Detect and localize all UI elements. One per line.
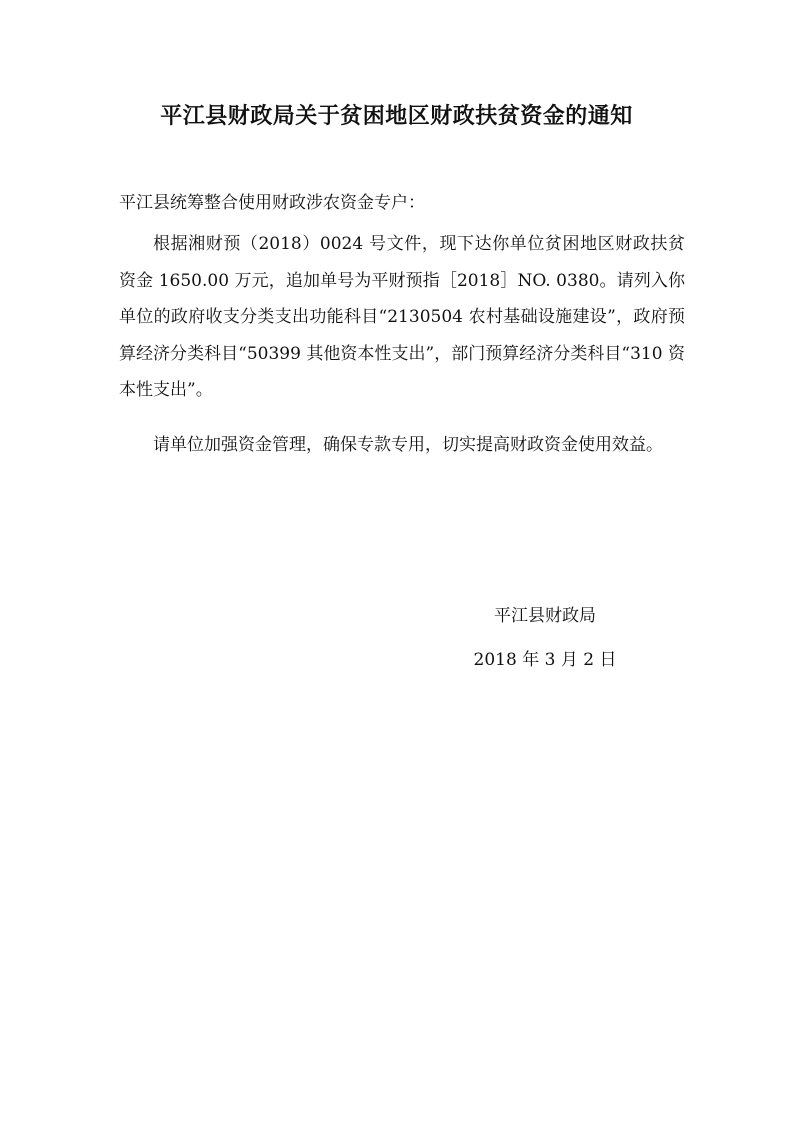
document-title: 平江县财政局关于贫困地区财政扶贫资金的通知 <box>160 104 633 129</box>
signature-organization: 平江县财政局 <box>494 606 596 626</box>
signature-date: 2018 年 3 月 2 日 <box>473 650 617 670</box>
recipient-line: 平江县统筹整合使用财政涉农资金专户： <box>119 193 425 213</box>
body-paragraph-funds: 根据湘财预（2018）0024 号文件，现下达你单位贫困地区财政扶贫资金 1650.00 万元，追加单号为平财预指［2018］NO. 0380。请列入你单位的政府收支分类支出功能科目“2130504 农村基础设施建设”，政府预算经济分类科目“50399 其他资本性支出”，部门预算经济分类科目“310 资本性支出”。 <box>119 234 685 400</box>
body-paragraph-management: 请单位加强资金管理，确保专款专用，切实提高财政资金使用效益。 <box>153 435 663 455</box>
